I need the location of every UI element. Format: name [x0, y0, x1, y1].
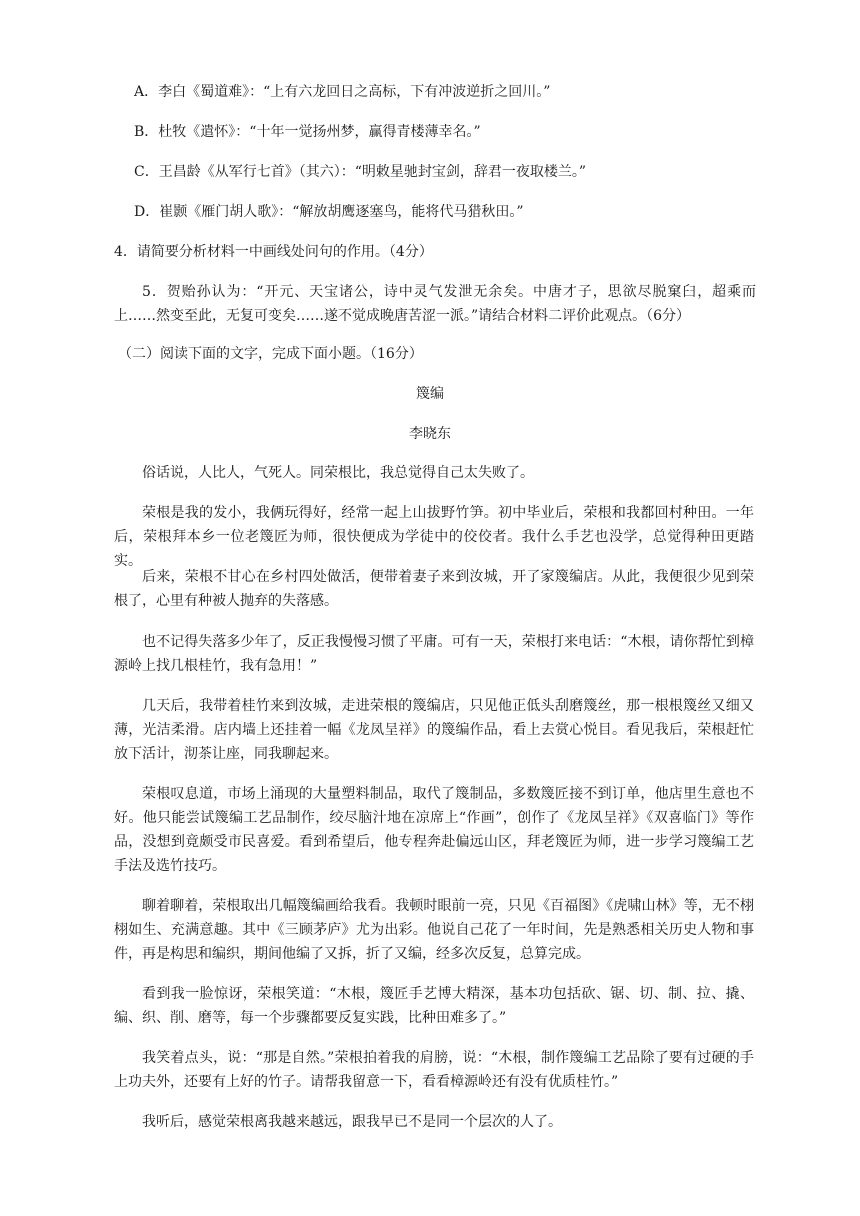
story-paragraph-2: 荣根是我的发小，我俩玩得好，经常一起上山拔野竹笋。初中毕业后，荣根和我都回村种田。一年后，荣根拜本乡一位老篾匠为师，很快便成为学徒中的佼佼者。我什么手艺也没学，总觉得种田更踏实。	[114, 505, 754, 569]
story-paragraph-7: 聊着聊着，荣根取出几幅篾编画给我看。我顿时眼前一亮，只见《百福图》《虎啸山林》等，无不栩栩如生、充满意趣。其中《三顾茅庐》尤为出彩。他说自己花了一年时间，先是熟悉相关历史人物和事件，再是构思和编织，期间他编了又拆，折了又编，经多次反复，总算完成。	[114, 898, 754, 962]
story-paragraph-10: 我听后，感觉荣根离我越来越远，跟我早已不是同一个层次的人了。	[142, 1114, 562, 1130]
option-c: C．王昌龄《从军行七首》（其六）：“明敕星驰封宝剑，辞君一夜取楼兰。”	[134, 164, 587, 180]
question-5: 5．贺贻孙认为：“开元、天宝诸公，诗中灵气发泄无余矣。中唐才子，思欲尽脱窠臼，超乘而上……然变至此，无复可变矣……遂不觉成晚唐苦涩一派。”请结合材料二评价此观点。（6分）	[114, 284, 756, 324]
option-b: B．杜牧《遣怀》：“十年一觉扬州梦，赢得青楼薄幸名。”	[134, 124, 481, 140]
story-paragraph-4: 也不记得失落多少年了，反正我慢慢习惯了平庸。可有一天，荣根打来电话：“木根，请你帮忙到樟源岭上找几根桂竹，我有急用！”	[114, 634, 754, 674]
story-paragraph-9: 我笑着点头，说：“那是自然。”荣根拍着我的肩膀，说：“木根，制作篾编工艺品除了要有过硬的手上功夫外，还要有上好的竹子。请帮我留意一下，看看樟源岭还有没有优质桂竹。”	[114, 1050, 754, 1090]
story-paragraph-8: 看到我一脸惊讶，荣根笑道：“木根，篾匠手艺博大精深，基本功包括砍、锯、切、制、拉、撬、编、织、削、磨等，每一个步骤都要反复实践，比种田难多了。”	[114, 986, 754, 1026]
story-paragraph-5: 几天后，我带着桂竹来到汝城，走进荣根的篾编店，只见他正低头刮磨篾丝，那一根根篾丝又细又薄，光洁柔滑。店内墙上还挂着一幅《龙凤呈祥》的篾编作品，看上去赏心悦目。看见我后，荣根赶忙放下活计，沏茶让座，同我聊起来。	[114, 698, 754, 762]
story-paragraph-6: 荣根叹息道，市场上涌现的大量塑料制品，取代了篾制品，多数篾匠接不到订单，他店里生意也不好。他只能尝试篾编工艺品制作，绞尽脑汁地在凉席上“作画”，创作了《龙凤呈祥》《双喜临门》等作品，没想到竟颇受市民喜爱。看到希望后，他专程奔赴偏远山区，拜老篾匠为师，进一步学习篾编工艺手法及选竹技巧。	[114, 786, 754, 874]
story-author: 李晓东	[409, 426, 451, 442]
section-2-header: （二）阅读下面的文字，完成下面小题。（16分）	[118, 346, 423, 362]
question-4: 4．请简要分析材料一中画线处问句的作用。（4分）	[114, 244, 433, 260]
story-paragraph-1: 俗话说，人比人，气死人。同荣根比，我总觉得自己太失败了。	[142, 465, 534, 481]
story-title: 篾编	[416, 386, 444, 402]
option-a: A．李白《蜀道难》：“上有六龙回日之高标，下有冲波逆折之回川。”	[134, 84, 551, 100]
story-paragraph-3: 后来，荣根不甘心在乡村四处做活，便带着妻子来到汝城，开了家篾编店。从此，我便很少见到荣根了，心里有种被人抛弃的失落感。	[114, 569, 754, 609]
option-d: D．崔颢《雁门胡人歌》：“解放胡鹰逐塞鸟，能将代马猎秋田。”	[134, 204, 524, 220]
